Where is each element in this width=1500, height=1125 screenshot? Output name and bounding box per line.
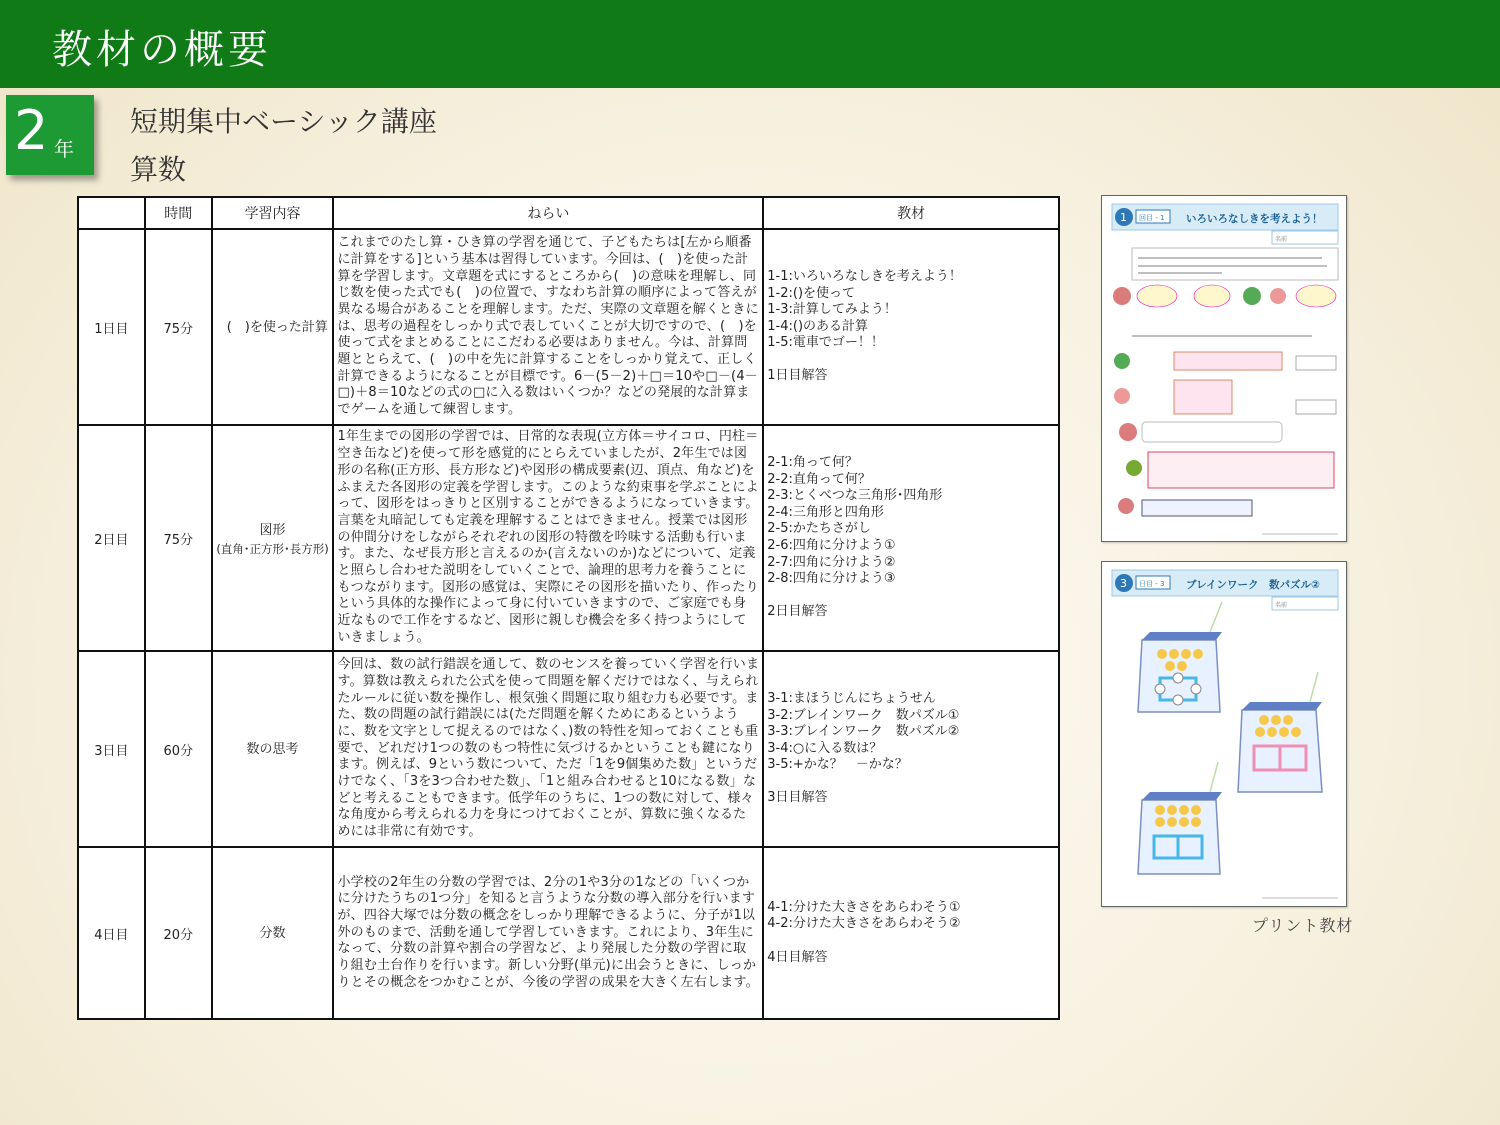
day-cell: 4日目 <box>78 847 145 1019</box>
material-item: 2-4:三角形と四角形 <box>767 504 884 520</box>
header-aim: ねらい <box>333 197 763 229</box>
aim-cell: 今回は、数の試行錯誤を通して、数のセンスを養っていく学習を行います。算数は教えられた公式を使って問題を解くだけではなく、与えられたルールに従い数を操作し、根気強く問題に取り組む力も必要です。また、数の問題の試行錯誤には(ただ問題を解くためにあるというように、数を文字として捉えるのではなく、)数の特性を知っておくことも重要で、どれだけ1つの数のもつ特性に気づけるかということも鍵になります。例えば、9という数について、ただ「1を9個集めた数」というだけでなく、「3を3つ合わせた数」、「1と組み合わせると10になる数」などと考えることもできます。低学年のうちに、1つの数に対して、様々な角度から考えられる力を身につけておくことが、算数に強くなるためには非常に有効です。 <box>333 651 763 847</box>
grade-unit: 年 <box>54 137 74 161</box>
aim-cell: これまでのたし算・ひき算の学習を通じて、子どもたちは[左から順番に計算をする]という基本は習得しています。今回は、( )を使った計算を学習します。文章題を式にするところから( )の意味を理解し、同じ数を使った式でも( )の位置で、すなわち計算の順序によって答えが異なる場合があることを理解します。ただ、実際の文章題を解くときには、思考の過程をしっかり式で表していくことが大切ですので、( )を使って式をまとめることにこだわる必要はありません。今は、計算問題ととらえて、( )の中を先に計算することをしっかり覚えて、正しく計算できるようになることが目標です。6－(5－2)＋□＝10や□－(4－□)＋8＝10などの式の□に入る数はいくつか？などの発展的な計算までゲームを通して練習します。 <box>333 229 763 425</box>
table-row <box>78 651 1059 847</box>
worksheet-2-drawing <box>1102 562 1348 908</box>
day-cell: 3日目 <box>78 651 145 847</box>
point-box <box>1148 452 1334 488</box>
material-cell <box>763 425 1059 651</box>
material-item: 1-3:計算してみよう！ <box>767 302 897 318</box>
aim-cell: 小学校の2年生の分数の学習では、2分の1や3分の1などの「いくつかに分けたうちの1つ分」を知ると言うような分数の導入部分を行いますが、四谷大塚では分数の概念をしっかり理解できるように、分子が1以外のものまで、活動を通して学習していきます。これにより、3年生になって、分数の計算や割合の学習など、より発展した分数の学習に取り組む土台作りを行います。新しい分野(単元)に出会うときに、しっかりとその概念をつかむことが、今後の学習の成果を大きく左右します。 <box>333 847 763 1019</box>
material-spacer <box>767 774 1055 791</box>
material-cell <box>763 651 1059 847</box>
puzzle-box <box>1138 602 1222 712</box>
worksheet-title: いろいろなしきを考えよう！ <box>1186 213 1323 225</box>
topic-label: ( )を使った計算 <box>226 319 328 335</box>
time-cell: 20分 <box>145 847 212 1019</box>
material-cell <box>763 229 1059 425</box>
speech-bubble <box>1194 285 1230 307</box>
material-item: 3-1:まほうじんにちょうせん <box>767 690 936 706</box>
material-cell <box>763 847 1059 1019</box>
time-cell: 75分 <box>145 425 212 651</box>
aim-cell: 1年生までの図形の学習では、日常的な表現(立方体＝サイコロ、円柱＝空き缶など)を使って形を感覚的にとらえていましたが、2年生では図形の名称(正方形、長方形など)や図形の構成要素(辺、頂点、角など)をふまえた各図形の定義を学習します。このような約束事を学ぶことによって、図形をはっきりと区別することができるようになっていきます。言葉を丸暗記しても定義を理解することはできません。授業では図形の仲間分けをしながらそれぞれの図形の特徴を吟味する活動も行います。また、なぜ長方形と言えるのか(言えないのか)などについて、定義と照らし合わせた説明をしていくことで、論理的思考力を養うことにもつながります。図形の感覚は、実際にその図形を描いたり、作ったりという具体的な操作によって身に付いていきますので、ご家庭でも身近なもので工作をするなど、図形に親しむ機会を多く持つようにしていきましょう。 <box>333 425 763 651</box>
answer-box <box>1142 500 1252 516</box>
material-item: 2-3:とくべつな三角形･四角形 <box>767 488 943 504</box>
character-icon <box>1118 498 1134 514</box>
material-item: 3-3:ブレインワーク 数パズル② <box>767 724 960 740</box>
thumbnail-caption: プリント教材 <box>1252 916 1354 935</box>
topic-label: 数の思考 <box>246 741 299 757</box>
speech-bubble <box>1137 285 1177 307</box>
time-cell: 60分 <box>145 651 212 847</box>
material-item: 3-2:ブレインワーク 数パズル① <box>767 707 960 723</box>
material-spacer <box>767 588 1055 605</box>
worksheet-badge-number: 3 <box>1120 577 1127 590</box>
material-item: 2-6:四角に分けよう① <box>767 538 896 553</box>
page-title: 教材の概要 <box>52 27 272 73</box>
table-row <box>78 425 1059 651</box>
worksheet-tag: 回目 - 1 <box>1139 214 1165 222</box>
worksheet-name-label: 名前 <box>1275 236 1288 243</box>
material-item: 2-1:角って何？ <box>767 455 858 471</box>
material-item: 3日目解答 <box>767 790 828 806</box>
material-item: 2-8:四角に分けよう③ <box>767 571 896 587</box>
material-item: 2-5:かたちさがし <box>767 521 871 537</box>
character-icon <box>1270 288 1286 304</box>
character-icon <box>1243 287 1261 305</box>
worksheet-thumbnail-1 <box>1101 195 1347 542</box>
puzzle-box <box>1138 762 1222 874</box>
character-icon <box>1113 287 1131 305</box>
curriculum-table <box>77 196 1060 1020</box>
material-item: 3-4:○に入る数は？ <box>767 740 883 756</box>
topic-label: 図形 <box>259 522 286 538</box>
material-spacer <box>767 352 1055 369</box>
speech-bubble <box>1296 285 1336 307</box>
subject-title: 算数 <box>130 153 187 186</box>
material-item: 1-4:()のある計算 <box>767 318 869 334</box>
worksheet-title: ブレインワーク 数パズル② <box>1186 579 1320 591</box>
topic-cell <box>212 847 334 1019</box>
topic-label: 分数 <box>259 925 286 941</box>
puzzle-box <box>1238 672 1322 792</box>
worksheet-problem-box <box>1132 248 1338 280</box>
material-item: 3-5:+かな？ －かな？ <box>767 757 908 773</box>
grade-badge <box>6 95 94 175</box>
grade-number: 2 <box>14 99 49 162</box>
character-icon <box>1126 460 1142 476</box>
material-item: 4日目解答 <box>767 949 828 965</box>
material-item: 1-1:いろいろなしきを考えよう！ <box>767 268 962 284</box>
character-icon <box>1114 388 1130 404</box>
answer-box <box>1174 380 1232 414</box>
worksheet-name-label: 名前 <box>1275 602 1288 609</box>
material-item: 2-2:直角って何？ <box>767 471 871 487</box>
worksheet-thumbnail-2 <box>1101 561 1347 907</box>
course-title: 短期集中ベーシック講座 <box>130 105 437 138</box>
day-cell: 1日目 <box>78 229 145 425</box>
character-icon <box>1114 353 1130 369</box>
worksheet-badge-number: 1 <box>1120 211 1127 224</box>
material-item: 1-2:()を使って <box>767 285 856 301</box>
day-cell: 2日目 <box>78 425 145 651</box>
worksheet-tag: 日目 - 3 <box>1139 580 1165 588</box>
header-day <box>78 197 145 229</box>
character-icon <box>1119 423 1137 441</box>
material-spacer <box>767 933 1055 950</box>
table-header-row <box>78 197 1059 229</box>
table-row <box>78 229 1059 425</box>
material-item: 4-1:分けた大きさをあらわそう① <box>767 899 961 915</box>
topic-cell <box>212 425 334 651</box>
hint-bubble <box>1142 422 1282 442</box>
material-item: 4-2:分けた大きさをあらわそう② <box>767 916 961 932</box>
header-material: 教材 <box>763 197 1059 229</box>
table-row <box>78 847 1059 1019</box>
material-item: 2-7:四角に分けよう② <box>767 554 896 570</box>
header-content: 学習内容 <box>212 197 334 229</box>
topic-sublabel: (直角･正方形･長方形) <box>216 541 329 556</box>
time-cell: 75分 <box>145 229 212 425</box>
answer-field <box>1296 356 1336 370</box>
header-time: 時間 <box>145 197 212 229</box>
material-item: 1日目解答 <box>767 368 828 384</box>
material-item: 2日目解答 <box>767 604 828 620</box>
material-item: 1-5:電車でゴー！！ <box>767 335 884 351</box>
answer-box <box>1174 352 1282 370</box>
answer-field <box>1296 400 1336 414</box>
topic-cell <box>212 229 334 425</box>
worksheet-1-drawing <box>1102 196 1348 543</box>
topic-cell <box>212 651 334 847</box>
